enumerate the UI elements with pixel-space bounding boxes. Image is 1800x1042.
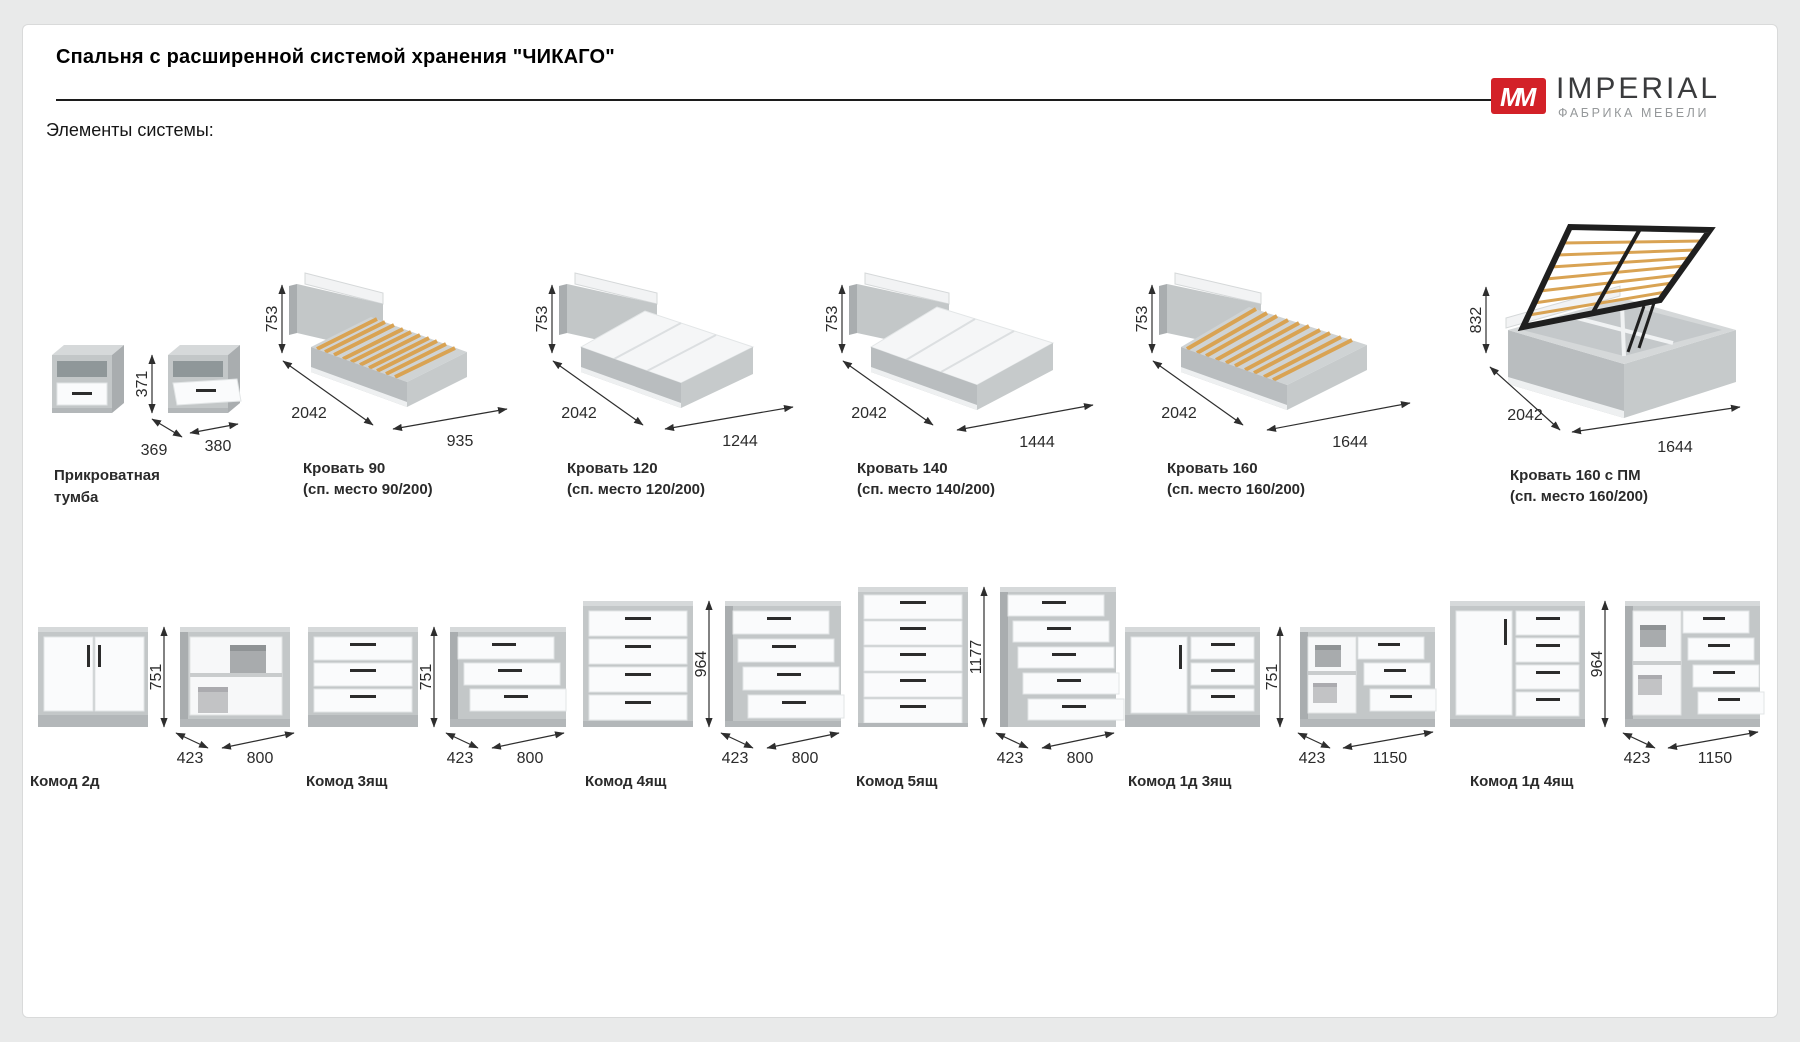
item-card-dresser-2d — [30, 545, 300, 805]
dim-depth: 2042 — [1507, 407, 1543, 424]
item-label-line2: (сп. место 90/200) — [303, 481, 433, 498]
dim-width: 1644 — [1657, 439, 1693, 456]
dim-depth: 423 — [176, 750, 204, 767]
dim-width: 800 — [246, 750, 274, 767]
dim-width: 1444 — [1019, 434, 1055, 450]
dim-width: 1644 — [1332, 434, 1368, 450]
bed-120-illustration — [525, 235, 810, 450]
item-label: Кровать 160 с ПМ — [1510, 467, 1641, 484]
dresser-4dr-illustration — [575, 545, 850, 767]
item-card-bed-160-pm — [1440, 180, 1780, 520]
logo-mark-letters: MM — [1500, 82, 1530, 112]
dim-height: 753 — [534, 305, 551, 333]
dresser-1d3dr-illustration — [1125, 545, 1440, 767]
dim-height: 751 — [418, 663, 435, 691]
item-label-line2: (сп. место 140/200) — [857, 481, 996, 498]
item-label: Прикроватная — [54, 467, 160, 484]
dim-height: 753 — [1134, 305, 1151, 333]
dim-depth: 423 — [446, 750, 474, 767]
item-card-dresser-3dr — [300, 545, 570, 805]
bed-160-illustration — [1125, 235, 1425, 450]
item-label-line2: (сп. место 120/200) — [567, 481, 706, 498]
dim-depth: 2042 — [1161, 405, 1197, 422]
dim-height: 1177 — [968, 639, 985, 675]
header-divider — [56, 99, 1500, 101]
item-label: Кровать 90 — [303, 460, 386, 477]
item-label: Комод 1д 3ящ — [1128, 773, 1232, 790]
dim-depth: 423 — [996, 750, 1024, 767]
bed-160-pm-illustration — [1440, 180, 1780, 490]
dim-width: 800 — [791, 750, 819, 767]
item-card-dresser-1d3dr — [1125, 545, 1445, 805]
dim-height: 751 — [1264, 663, 1281, 691]
bed-90-illustration — [255, 235, 520, 450]
item-label: Комод 5ящ — [856, 773, 938, 790]
dim-height: 371 — [134, 370, 151, 398]
item-card-nightstand — [40, 325, 270, 525]
dim-height: 751 — [148, 663, 165, 691]
item-label: Кровать 140 — [857, 460, 948, 477]
dresser-3dr-illustration — [300, 545, 570, 767]
item-card-dresser-5dr — [850, 545, 1125, 805]
item-label: Комод 2д — [30, 773, 100, 790]
item-card-dresser-1d4dr — [1450, 545, 1770, 805]
item-label: Комод 1д 4ящ — [1470, 773, 1574, 790]
item-label-line2: (сп. место 160/200) — [1510, 488, 1649, 505]
dim-width: 800 — [516, 750, 544, 767]
dim-height: 964 — [1589, 650, 1606, 678]
dim-height: 964 — [693, 650, 710, 678]
dim-width: 1150 — [1697, 750, 1733, 767]
dim-depth: 423 — [1623, 750, 1651, 767]
dim-depth: 2042 — [851, 405, 887, 422]
dim-depth: 2042 — [291, 405, 327, 422]
dim-depth: 423 — [721, 750, 749, 767]
dresser-2d-illustration — [30, 545, 300, 767]
brand-logo-name: IMPERIAL — [1556, 72, 1721, 105]
section-subtitle: Элементы системы: — [46, 120, 214, 140]
dim-width: 1244 — [722, 433, 758, 450]
dim-depth: 2042 — [561, 405, 597, 422]
dim-height: 832 — [1468, 306, 1485, 334]
page-background — [22, 24, 1778, 1018]
bed-140-illustration — [815, 235, 1110, 450]
item-label-line2: (сп. место 160/200) — [1167, 481, 1306, 498]
item-label: Кровать 120 — [567, 460, 658, 477]
item-card-bed-90 — [255, 235, 520, 510]
dim-depth: 369 — [140, 442, 168, 459]
dim-depth: 423 — [1298, 750, 1326, 767]
dim-width: 1150 — [1372, 750, 1408, 767]
item-label: Комод 3ящ — [306, 773, 388, 790]
item-card-bed-160 — [1125, 235, 1425, 510]
item-label: Комод 4ящ — [585, 773, 667, 790]
brand-logo-icon — [1491, 78, 1546, 114]
item-card-bed-120 — [525, 235, 810, 510]
dresser-5dr-illustration — [850, 545, 1125, 767]
dresser-1d4dr-illustration — [1450, 545, 1765, 767]
page-title: Спальня с расширенной системой хранения "ЧИКАГО" — [56, 46, 615, 68]
dim-height: 753 — [824, 305, 841, 333]
item-card-dresser-4dr — [575, 545, 850, 805]
dim-width: 380 — [204, 438, 232, 455]
item-card-bed-140 — [815, 235, 1110, 510]
dim-width: 935 — [446, 433, 474, 450]
item-label: Кровать 160 — [1167, 460, 1258, 477]
nightstand-illustration — [40, 325, 270, 475]
item-label-line2: тумба — [54, 489, 99, 506]
brand-logo-tagline: ФАБРИКА МЕБЕЛИ — [1558, 106, 1710, 120]
dim-width: 800 — [1066, 750, 1094, 767]
dim-height: 753 — [264, 305, 281, 333]
